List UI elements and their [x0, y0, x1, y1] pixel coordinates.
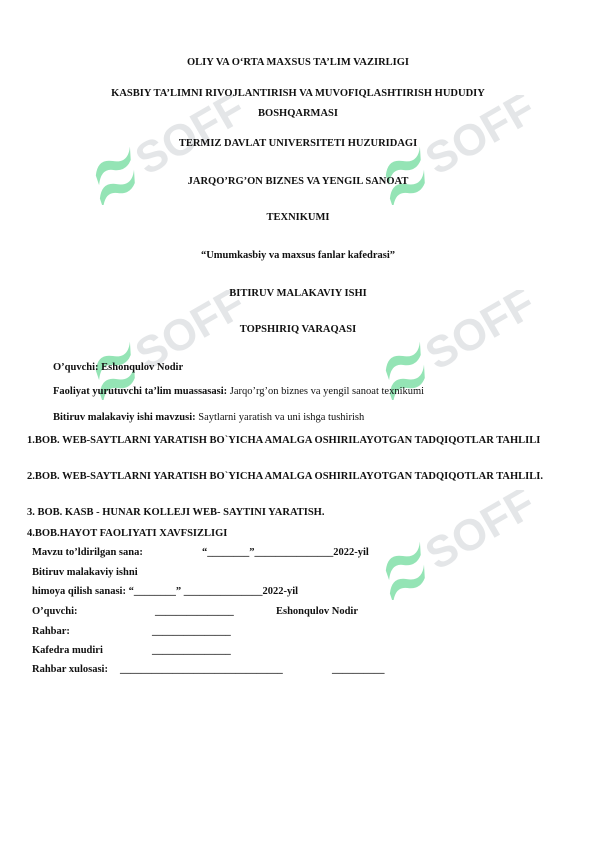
topic-label: Bitiruv malakaviy ishi mavzusi: [53, 412, 196, 423]
signature-student-name: Eshonqulov Nodir [276, 606, 358, 617]
department-heading-line2: BOSHQARMASI [258, 108, 338, 119]
signature-head-label: Kafedra mudiri [32, 645, 103, 656]
watermark-logo-icon [75, 290, 265, 400]
institution-info-row [53, 386, 424, 397]
defense-label-line2: himoya qilish sanasi: “________” _______________2022-yil [32, 586, 299, 597]
ministry-heading: OLIY VA O‘RTA MAXSUS TA’LIM VAZIRLIGI [186, 57, 410, 68]
topic-info-row [53, 412, 364, 423]
signature-student-label: O’quvchi: [32, 606, 78, 617]
chapter-item: 3. BOB. KASB - HUNAR KOLLEJI WEB- SAYTINI YARATISH. [27, 507, 325, 518]
conclusion-label: Rahbar xulosasi: [32, 664, 108, 675]
watermark-logo-icon [365, 290, 555, 400]
student-name: Eshonqulov Nodir [101, 362, 184, 373]
signature-supervisor-label: Rahbar: [32, 626, 70, 637]
college-heading-line1: JARQO’RG’ON BIZNES VA YENGIL SANOAT [187, 176, 409, 187]
topic-value: Saytlarni yaratish va uni ishga tushirish [198, 412, 365, 423]
institution-value: Jarqo’rg’on biznes va yengil sanoat texnikumi [229, 386, 425, 397]
defense-label-line1: Bitiruv malakaviy ishni [32, 567, 138, 578]
document-subtitle: TOPSHIRIQ VARAQASI [239, 324, 357, 335]
conclusion-line-short: __________ [332, 664, 385, 675]
chapter-item: 2.BOB. WEB-SAYTLARNI YARATISH BO`YICHA AMALGA OSHIRILAYOTGAN TADQIQOTLAR TAHLILI. [27, 471, 543, 482]
university-heading: TERMIZ DAVLAT UNIVERSITETI HUZURIDAGI [178, 138, 418, 149]
conclusion-line: _______________________________ [120, 664, 283, 675]
college-heading-line2: TEXNIKUMI [266, 212, 330, 223]
document-title: BITIRUV MALAKAVIY ISHI [229, 288, 367, 299]
signature-student-line: _______________ [155, 606, 234, 617]
kafedra-heading: “Umumkasbiy va maxsus fanlar kafedrasi” [200, 250, 396, 261]
signature-supervisor-line: _______________ [152, 626, 231, 637]
signature-head-line: _______________ [152, 645, 231, 656]
chapter-item: 1.BOB. WEB-SAYTLARNI YARATISH BO`YICHA AMALGA OSHIRILAYOTGAN TADQIQOTLAR TAHLILI [27, 435, 541, 446]
given-date-label: Mavzu to’ldirilgan sana: [32, 547, 143, 558]
student-label: O’quvchi: [53, 362, 99, 373]
given-date-value: “________”_______________2022-yil [202, 547, 369, 558]
institution-label: Faoliyat yurutuvchi ta’lim muassasasi: [53, 386, 228, 397]
student-info-row [53, 362, 183, 373]
chapter-item: 4.BOB.HAYOT FAOLIYATI XAVFSIZLIGI [27, 528, 228, 539]
department-heading-line1: KASBIY TA’LIMNI RIVOJLANTIRISH VA MUVOFIQLASHTIRISH HUDUDIY [111, 88, 485, 99]
